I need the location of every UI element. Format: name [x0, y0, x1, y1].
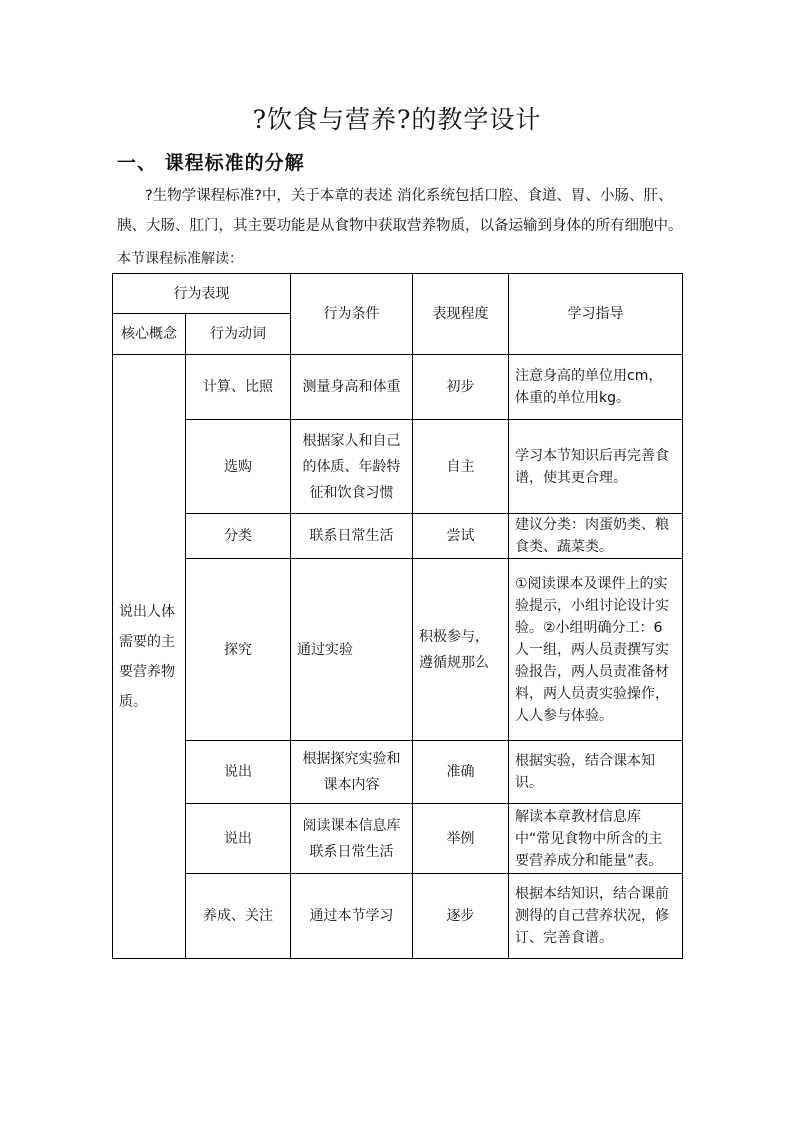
verb-cell: 说出: [186, 741, 291, 804]
table-row: [113, 559, 683, 741]
condition-cell: 根据家人和自己的体质、年龄特征和饮食习惯: [291, 420, 413, 514]
header-degree: 表现程度: [413, 274, 509, 355]
guidance-cell: 解读本章教材信息库中“常见食物中所含的主要营养成分和能量”表。: [509, 804, 683, 874]
degree-cell: 准确: [413, 741, 509, 804]
core-concept-cell: 说出人体需要的主要营养物质。: [113, 355, 186, 959]
guidance-cell: 根据实验，结合课本知识。: [509, 741, 683, 804]
condition-cell: 联系日常生活: [291, 514, 413, 559]
header-condition: 行为条件: [291, 274, 413, 355]
header-verb: 行为动词: [186, 314, 291, 355]
intro-paragraph: ?生物学课程标准?中，关于本章的表述 消化系统包括口腔、食道、胃、小肠、肝、胰、大肠、肛门，其主要功能是从食物中获取营养物质，以备运输到身体的所有细胞中。: [117, 188, 683, 234]
document-title: ?饮食与营养?的教学设计: [252, 105, 542, 134]
degree-cell: 积极参与，遵循规那么: [413, 559, 509, 741]
verb-cell: 养成、关注: [186, 874, 291, 959]
degree-cell: 举例: [413, 804, 509, 874]
condition-cell: 测量身高和体重: [291, 355, 413, 420]
section-heading: 一、 课程标准的分解: [117, 152, 305, 174]
guidance-cell: 根据本结知识，结合课前测得的自己营养状况，修订、完善食谱。: [509, 874, 683, 959]
guidance-cell: 建议分类：肉蛋奶类、粮食类、蔬菜类。: [509, 514, 683, 559]
table-row: [113, 804, 683, 874]
degree-cell: 逐步: [413, 874, 509, 959]
verb-cell: 选购: [186, 420, 291, 514]
curriculum-standard-table: [112, 273, 683, 959]
table-caption: 本节课程标准解读：: [117, 251, 243, 267]
table-row: [113, 420, 683, 514]
verb-cell: 探究: [186, 559, 291, 741]
verb-cell: 说出: [186, 804, 291, 874]
table-row: [113, 355, 683, 420]
header-guidance: 学习指导: [509, 274, 683, 355]
header-row: [113, 274, 683, 314]
guidance-cell: 学习本节知识后再完善食谱，使其更合理。: [509, 420, 683, 514]
condition-cell: 根据探究实验和课本内容: [291, 741, 413, 804]
guidance-cell: ①阅读课本及课件上的实验提示，小组讨论设计实验。②小组明确分工：6人一组，两人员责撰写实验报告，两人员责准备材料，两人员责实验操作，人人参与体验。: [509, 559, 683, 741]
header-behavior: 行为表现: [113, 274, 291, 314]
degree-cell: 自主: [413, 420, 509, 514]
condition-cell: 阅读课本信息库联系日常生活: [291, 804, 413, 874]
header-core-concept: 核心概念: [113, 314, 186, 355]
verb-cell: 计算、比照: [186, 355, 291, 420]
table-row: [113, 514, 683, 559]
table-row: [113, 741, 683, 804]
condition-cell: 通过实验: [291, 559, 413, 741]
table-row: [113, 874, 683, 959]
degree-cell: 尝试: [413, 514, 509, 559]
guidance-cell: 注意身高的单位用cm，体重的单位用kg。: [509, 355, 683, 420]
verb-cell: 分类: [186, 514, 291, 559]
degree-cell: 初步: [413, 355, 509, 420]
condition-cell: 通过本节学习: [291, 874, 413, 959]
